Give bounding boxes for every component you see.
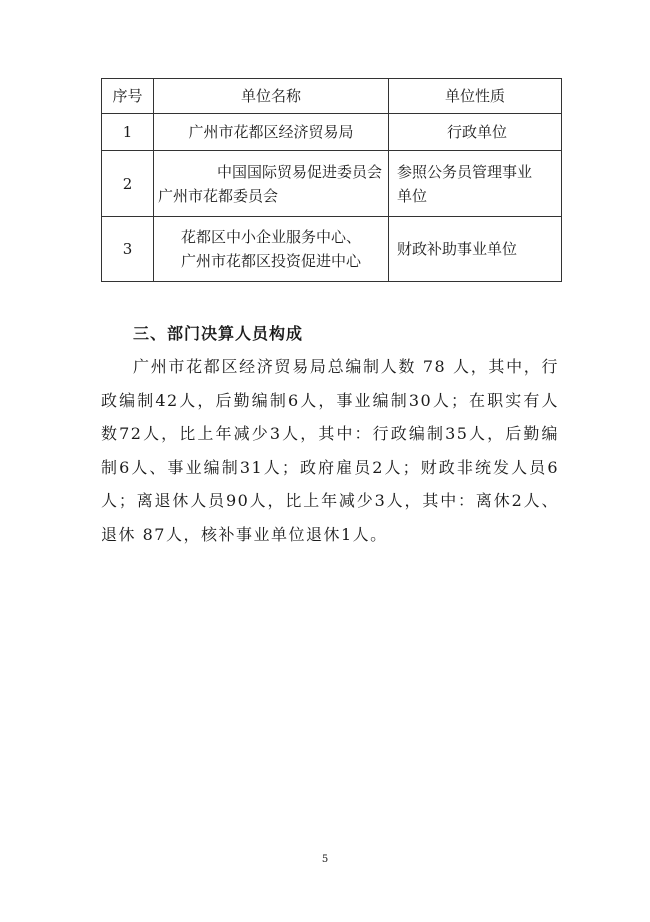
table-header-row	[102, 79, 562, 114]
unit-name	[154, 114, 389, 151]
unit-name	[154, 151, 389, 217]
unit-nature	[389, 151, 562, 217]
unit-nature	[389, 114, 562, 151]
unit-name-line: 中国国际贸易促进委员会	[216, 162, 382, 181]
header-unit-nature: 单位性质	[389, 79, 562, 114]
row-index: 3	[102, 217, 154, 282]
unit-name	[154, 217, 389, 282]
section-paragraph: 广州市花都区经济贸易局总编制人数 78 人，其中，行政编制42人，后勤编制6人，事业编制30人；在职实有人数72人，比上年减少3人，其中：行政编制35人，后勤编制6人、事业编制31人；政府雇员2人；财政非统发人员6人；离退休人员90人，比上年减少3人，其中：离休2人、退休 87人，核补事业单位退休1人。	[101, 357, 559, 544]
unit-table	[101, 78, 562, 282]
unit-name-line: 广州市花都区经济贸易局	[188, 123, 354, 141]
header-index: 序号	[102, 79, 154, 114]
page-number: 5	[321, 854, 329, 865]
unit-nature-line: 参照公务员管理事业	[397, 162, 533, 181]
unit-nature	[389, 217, 562, 282]
unit-nature-line: 行政单位	[446, 123, 507, 141]
table-row	[102, 114, 562, 151]
header-unit-name: 单位名称	[154, 79, 389, 114]
unit-name-line: 广州市花都委员会	[158, 186, 279, 205]
unit-name-line: 花都区中小企业服务中心、	[180, 228, 361, 246]
unit-name-line: 广州市花都区投资促进中心	[180, 252, 361, 270]
row-index: 2	[102, 151, 154, 217]
section-heading: 三、部门决算人员构成	[133, 324, 304, 343]
table-row	[102, 217, 562, 282]
unit-nature-line: 财政补助事业单位	[397, 240, 518, 258]
table-row	[102, 151, 562, 217]
row-index: 1	[102, 114, 154, 151]
unit-nature-line: 单位	[397, 186, 428, 205]
